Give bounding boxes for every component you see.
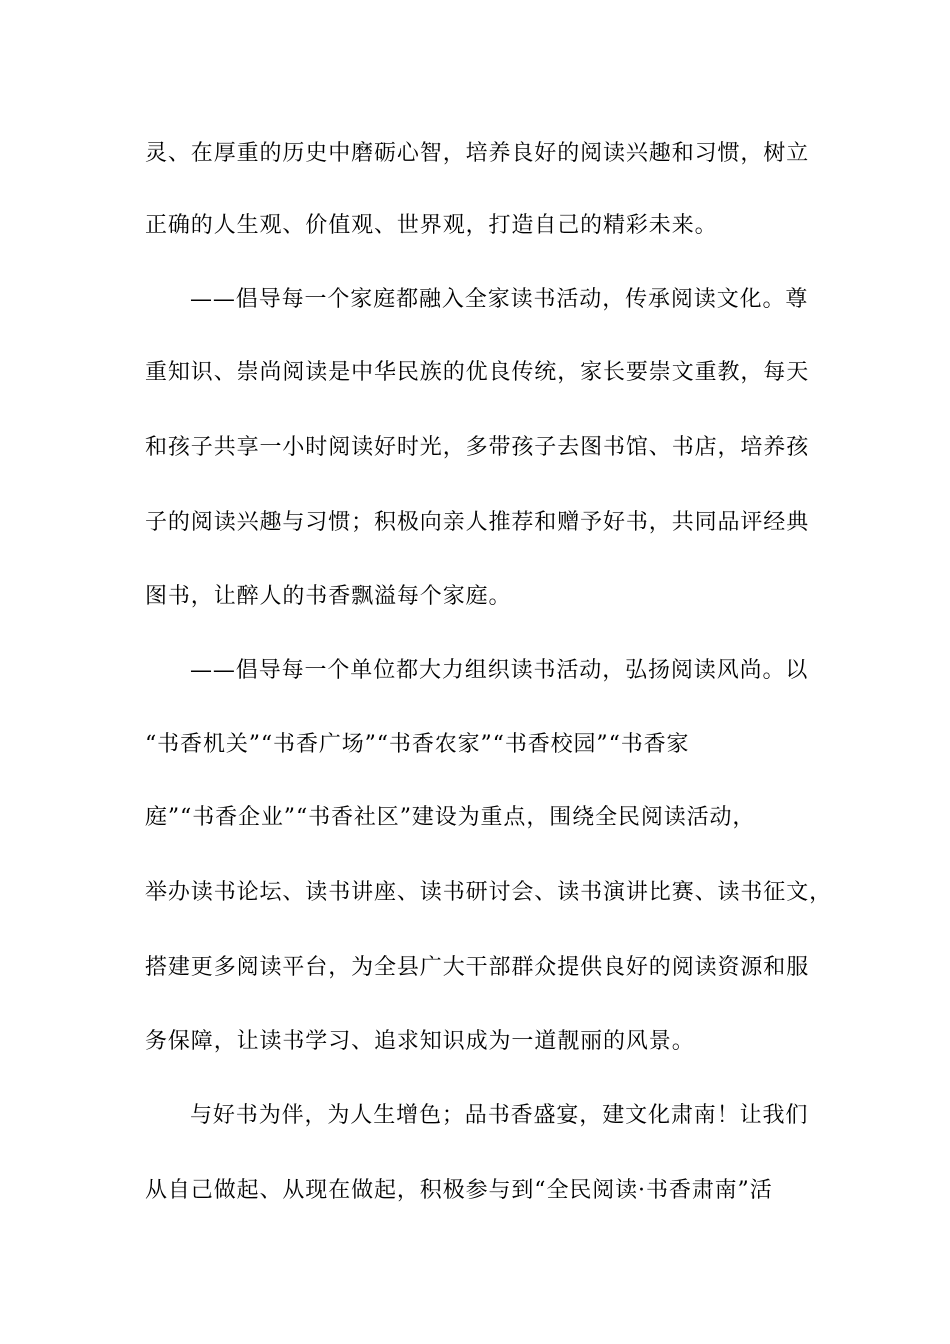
text-line-11: 举办读书论坛、读书讲座、读书研讨会、读书演讲比赛、读书征文， [145,880,833,905]
text-line-15: 从自己做起、从现在做起，积极参与到“全民阅读·书香肃南”活 [145,1178,773,1203]
text-line-7: 图书，让醉人的书香飘溢每个家庭。 [145,584,512,609]
text-line-5: 和孩子共享一小时阅读好时光，多带孩子去图书馆、书店，培养孩 [145,435,810,460]
text-line-12: 搭建更多阅读平台，为全县广大干部群众提供良好的阅读资源和服 [145,955,810,980]
text-line-6: 子的阅读兴趣与习惯；积极向亲人推荐和赠予好书，共同品评经典 [145,510,810,535]
text-line-3: ——倡导每一个家庭都融入全家读书活动，传承阅读文化。尊 [190,287,809,312]
text-line-9: “书香机关”“书香广场”“书香农家”“书香校园”“书香家 [145,732,690,757]
text-line-4: 重知识、崇尚阅读是中华民族的优良传统，家长要崇文重教，每天 [145,360,810,385]
text-line-2: 正确的人生观、价值观、世界观，打造自己的精彩未来。 [145,213,718,238]
text-line-10: 庭”“书香企业”“书香社区”建设为重点，围绕全民阅读活动， [145,805,756,830]
text-line-13: 务保障，让读书学习、追求知识成为一道靓丽的风景。 [145,1029,695,1054]
text-line-8: ——倡导每一个单位都大力组织读书活动，弘扬阅读风尚。以 [190,658,809,683]
text-line-14: 与好书为伴，为人生增色；品书香盛宴，建文化肃南！让我们 [190,1103,809,1128]
text-line-1: 灵、在厚重的历史中磨砺心智，培养良好的阅读兴趣和习惯，树立 [145,141,810,166]
